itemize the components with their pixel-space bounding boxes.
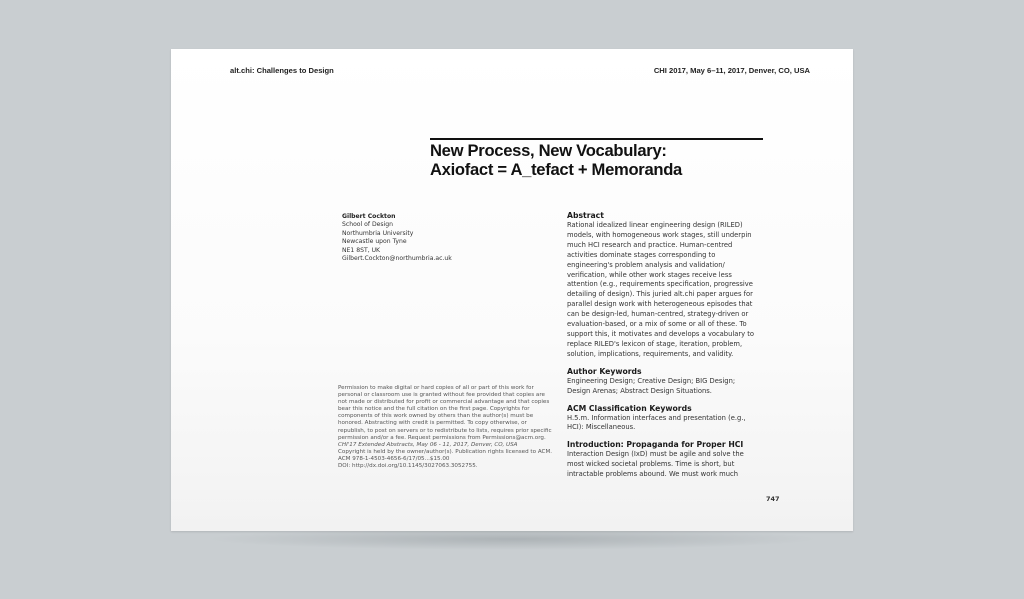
text-line: parallel design work with heterogeneous episodes that <box>567 300 753 309</box>
author-email: Gilbert.Cockton@northumbria.ac.uk <box>342 255 452 263</box>
copyright-line: Copyright is held by the owner/author(s). Publication rights licensed to ACM. <box>338 448 553 455</box>
section-heading-author-keywords: Author Keywords <box>567 366 642 376</box>
permission-line: personal or classroom use is granted without fee provided that copies are <box>338 392 545 399</box>
section-heading-acm-keywords: ACM Classification Keywords <box>567 403 692 413</box>
text-line: solution, implications, requirements, and validity. <box>567 349 734 358</box>
text-line: attention (e.g., requirements specification, progressive <box>567 280 753 289</box>
author-postcode: NE1 8ST, UK <box>342 246 381 254</box>
permission-line: republish, to post on servers or to redistribute to lists, requires prior specific <box>338 427 552 434</box>
permission-line: bear this notice and the full citation on the first page. Copyrights for <box>338 406 530 413</box>
author-department: School of Design <box>342 221 394 229</box>
abstract-text <box>567 221 795 360</box>
permission-block <box>338 385 573 470</box>
running-header-track: alt.chi: Challenges to Design <box>230 66 334 75</box>
permission-line: not made or distributed for profit or commercial advantage and that copies <box>338 399 550 406</box>
running-header-conference: CHI 2017, May 6–11, 2017, Denver, CO, USA <box>653 66 810 75</box>
page-number: 747 <box>766 495 780 503</box>
text-line: Rational idealized linear engineering design (RILED) <box>567 221 743 229</box>
text-line: most wicked societal problems. Time is short, but <box>567 460 735 469</box>
paper-title-line-1: New Process, New Vocabulary: <box>430 141 667 160</box>
page-shadow <box>205 528 820 550</box>
copyright-line: ACM 978-1-4503-4656-6/17/05...$15.00 <box>338 455 450 462</box>
title-rule <box>430 138 763 140</box>
text-line: models, with homogeneous work stages, still underpin <box>567 230 752 239</box>
author-keywords-text <box>567 377 795 397</box>
text-line: much HCI research and practice. Human-centred <box>567 240 733 249</box>
text-line: HCI): Miscellaneous. <box>567 423 636 432</box>
text-line: support this, it motivates and develops a vocabulary to <box>567 329 755 338</box>
section-heading-introduction: Introduction: Propaganda for Proper HCI <box>567 440 744 450</box>
text-line: evaluation-based, or a mix of some or all of these. To <box>567 320 747 329</box>
permission-line: components of this work owned by others than the author(s) must be <box>338 413 534 420</box>
text-line: Design Arenas; Abstract Design Situations. <box>567 386 712 395</box>
text-line: activities dominate stages corresponding to <box>567 250 716 259</box>
author-city: Newcastle upon Tyne <box>342 238 407 246</box>
text-line: intractable problems abound. We must work much <box>567 470 739 479</box>
author-university: Northumbria University <box>342 229 414 237</box>
document-page <box>171 49 853 531</box>
text-line: detailing of design). This juried alt.chi paper argues for <box>567 290 753 299</box>
acm-keywords-text <box>567 414 795 434</box>
paper-title <box>430 141 790 179</box>
text-line: engineering's problem analysis and validation/ <box>567 260 725 269</box>
paper-title-line-2: Axiofact = A_tefact + Memoranda <box>430 160 682 179</box>
section-heading-abstract: Abstract <box>567 211 604 220</box>
text-line: verification, while other work stages receive less <box>567 270 732 279</box>
author-block <box>342 213 502 263</box>
text-line: replace RILED's lexicon of stage, iteration, problem, <box>567 339 743 348</box>
permission-line: permission and/or a fee. Request permissions from Permissions@acm.org. <box>338 434 546 441</box>
text-line: H.5.m. Information interfaces and presentation (e.g., <box>567 413 746 422</box>
permission-venue: CHI'17 Extended Abstracts, May 06 - 11, 2017, Denver, CO, USA <box>338 441 518 448</box>
text-line: Engineering Design; Creative Design; BIG Design; <box>567 376 736 385</box>
author-name: Gilbert Cockton <box>342 213 396 220</box>
text-line: Interaction Design (IxD) must be agile and solve the <box>567 450 744 459</box>
text-line: can be design-led, human-centred, strategy-driven or <box>567 310 749 319</box>
permission-line: Permission to make digital or hard copies of all or part of this work for <box>338 385 534 391</box>
introduction-text <box>567 450 795 480</box>
permission-line: honored. Abstracting with credit is permitted. To copy otherwise, or <box>338 420 527 427</box>
doi-line: DOI: http://dx.doi.org/10.1145/3027063.3052755. <box>338 463 478 470</box>
main-column <box>567 211 795 487</box>
